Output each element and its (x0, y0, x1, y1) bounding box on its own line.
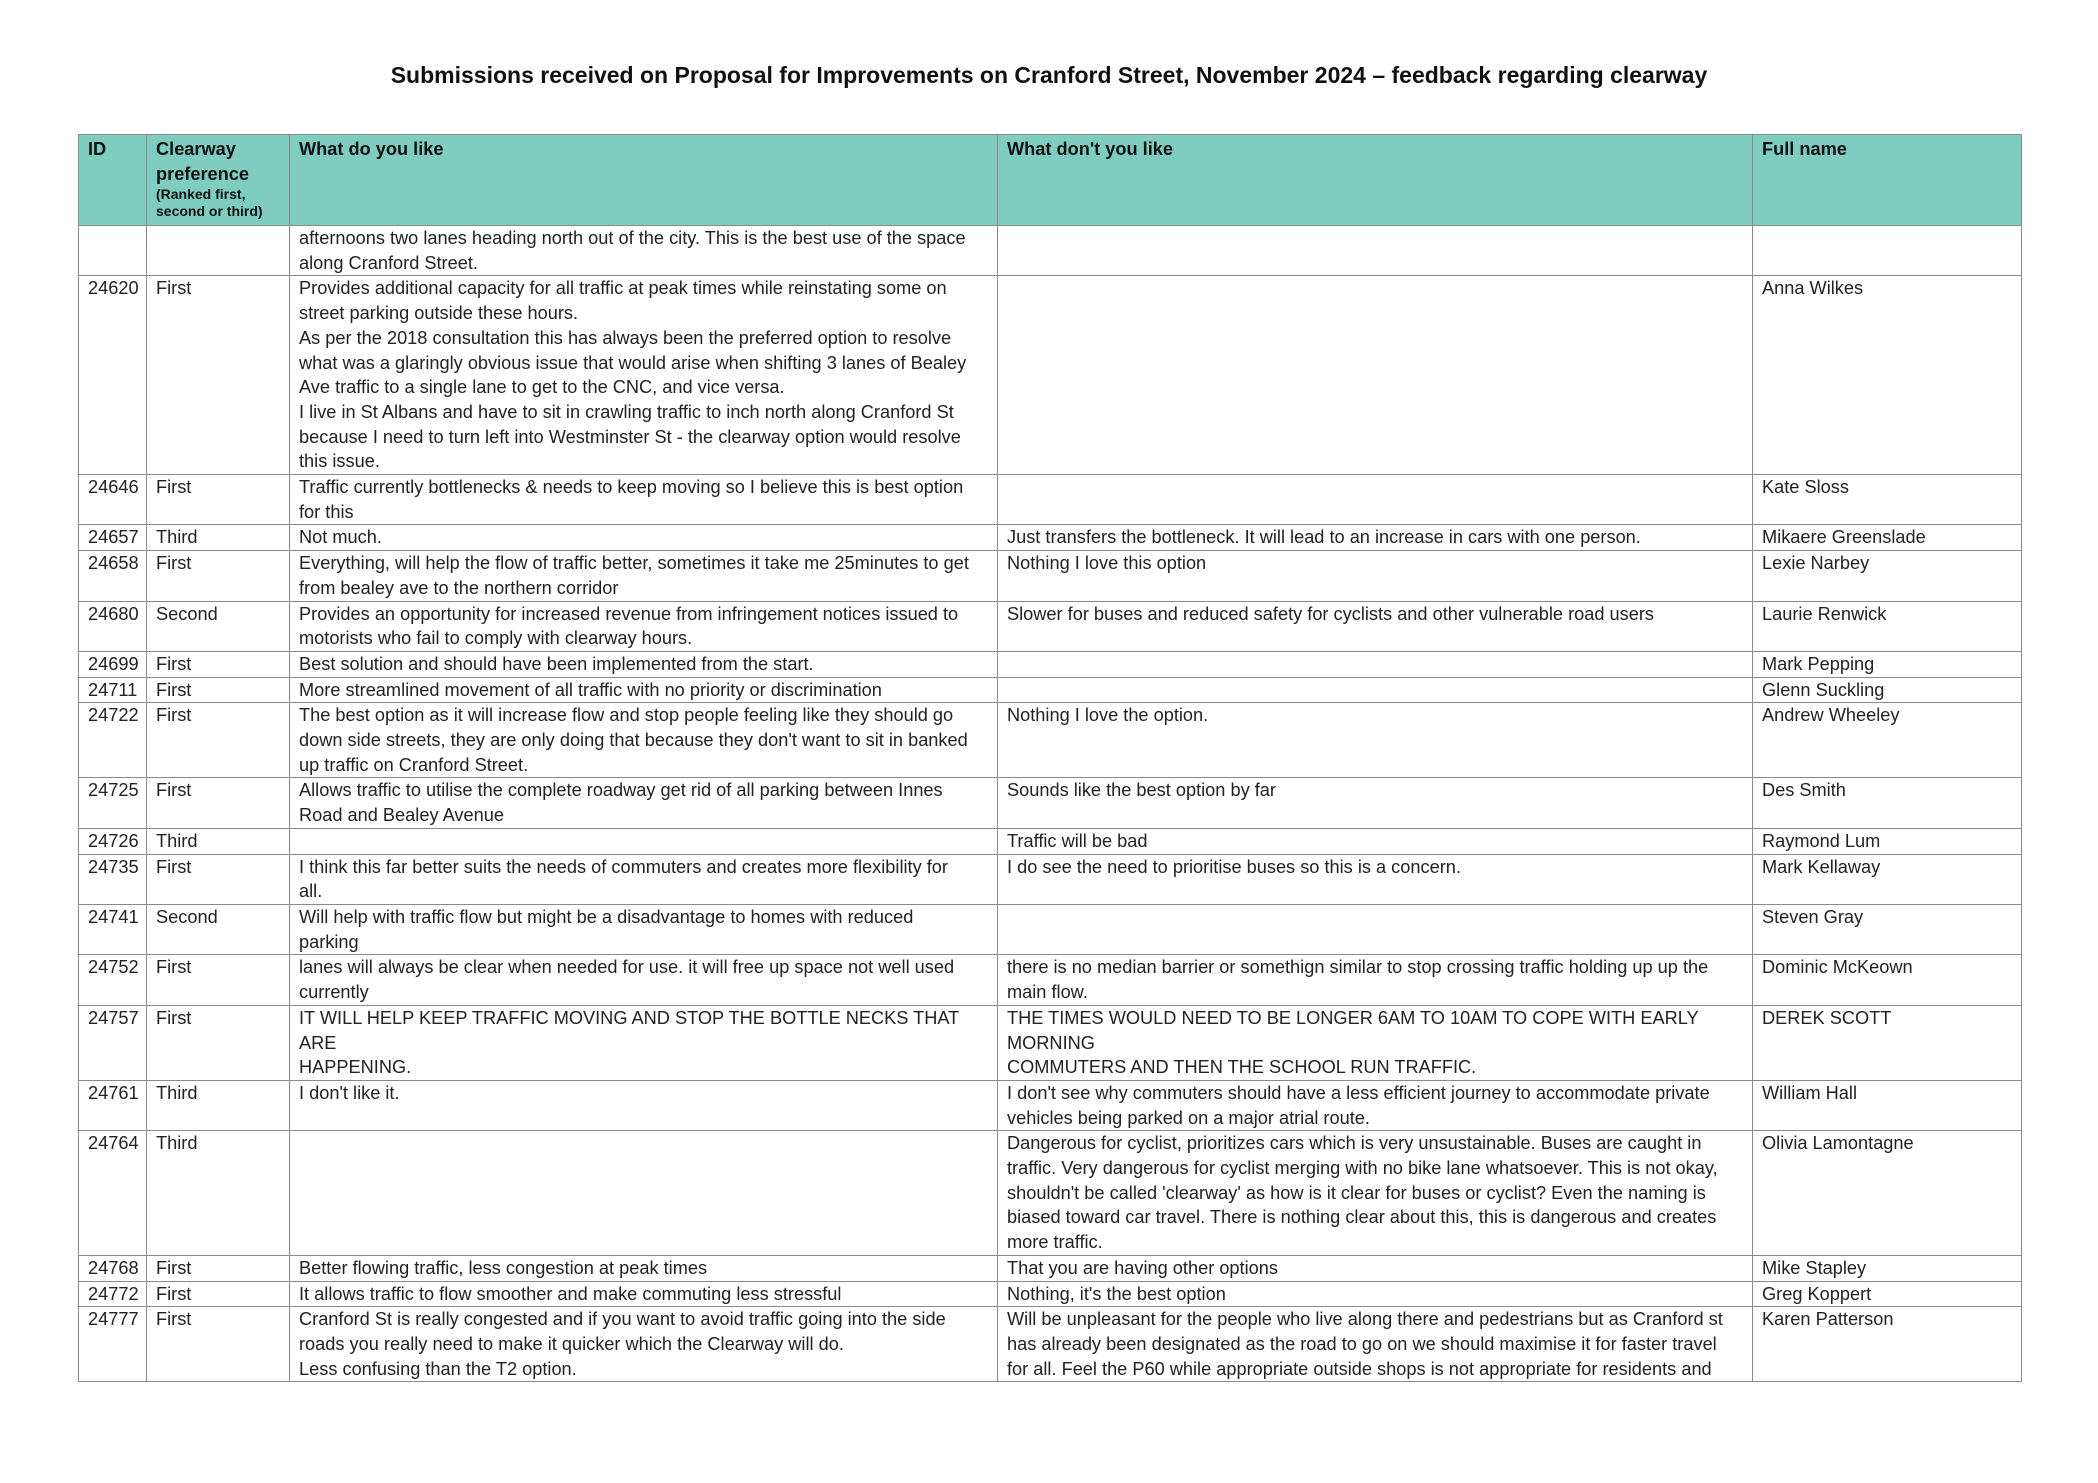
cell-full-name: Dominic McKeown (1753, 955, 2022, 1005)
cell-id: 24725 (79, 778, 147, 828)
cell-full-name: Karen Patterson (1753, 1307, 2022, 1382)
cell-full-name: Raymond Lum (1753, 828, 2022, 854)
cell-like: Better flowing traffic, less congestion at peak times (290, 1255, 998, 1281)
cell-full-name: DEREK SCOTT (1753, 1005, 2022, 1080)
cell-dislike: there is no median barrier or somethign similar to stop crossing traffic holding up up the main flow. (998, 955, 1753, 1005)
table-row (79, 1131, 2022, 1256)
cell-full-name (1753, 226, 2022, 276)
table-row (79, 778, 2022, 828)
table-row (79, 1307, 2022, 1382)
cell-clearway-preference: Second (147, 904, 290, 954)
cell-dislike: Sounds like the best option by far (998, 778, 1753, 828)
cell-clearway-preference: First (147, 551, 290, 601)
cell-like: Will help with traffic flow but might be a disadvantage to homes with reduced parking (290, 904, 998, 954)
cell-clearway-preference: First (147, 677, 290, 703)
cell-id: 24777 (79, 1307, 147, 1382)
header-full-name: Full name (1753, 135, 2022, 226)
table-row (79, 1255, 2022, 1281)
table-row (79, 828, 2022, 854)
cell-id: 24764 (79, 1131, 147, 1256)
cell-id: 24772 (79, 1281, 147, 1307)
cell-dislike: That you are having other options (998, 1255, 1753, 1281)
cell-like: More streamlined movement of all traffic with no priority or discrimination (290, 677, 998, 703)
cell-id: 24726 (79, 828, 147, 854)
header-clearway-note: (Ranked first, second or third) (156, 186, 263, 220)
cell-clearway-preference: First (147, 475, 290, 525)
cell-full-name: Kate Sloss (1753, 475, 2022, 525)
cell-full-name: Anna Wilkes (1753, 276, 2022, 475)
cell-id: 24722 (79, 703, 147, 778)
header-like: What do you like (290, 135, 998, 226)
table-row (79, 651, 2022, 677)
cell-id: 24699 (79, 651, 147, 677)
cell-dislike: Will be unpleasant for the people who live along there and pedestrians but as Cranford st has already been designated as the road to go on we should maximise it for faster travel for all. Feel the P60 while appropriate outside shops is not appropriate for residents and (998, 1307, 1753, 1382)
cell-id: 24735 (79, 854, 147, 904)
cell-dislike: I don't see why commuters should have a less efficient journey to accommodate private vehicles being parked on a major atrial route. (998, 1080, 1753, 1130)
cell-id: 24768 (79, 1255, 147, 1281)
table-row (79, 854, 2022, 904)
table-row (79, 1080, 2022, 1130)
cell-full-name: Andrew Wheeley (1753, 703, 2022, 778)
table-row (79, 1281, 2022, 1307)
header-id: ID (79, 135, 147, 226)
cell-clearway-preference: Third (147, 1080, 290, 1130)
cell-id: 24741 (79, 904, 147, 954)
page-title: Submissions received on Proposal for Improvements on Cranford Street, November 2024 – feedback regarding clearway (390, 62, 1708, 88)
cell-clearway-preference: First (147, 854, 290, 904)
cell-dislike: I do see the need to prioritise buses so this is a concern. (998, 854, 1753, 904)
cell-clearway-preference: Third (147, 525, 290, 551)
cell-full-name: Mikaere Greenslade (1753, 525, 2022, 551)
cell-full-name: Greg Koppert (1753, 1281, 2022, 1307)
cell-full-name: Des Smith (1753, 778, 2022, 828)
cell-like: Cranford St is really congested and if you want to avoid traffic going into the side roads you really need to make it quicker which the Clearway will do. Less confusing than the T2 option. (290, 1307, 998, 1382)
cell-id: 24752 (79, 955, 147, 1005)
table-row (79, 703, 2022, 778)
cell-id (79, 226, 147, 276)
cell-dislike: Slower for buses and reduced safety for cyclists and other vulnerable road users (998, 601, 1753, 651)
header-clearway-label: Clearway preference (156, 139, 250, 184)
cell-dislike: Nothing I love the option. (998, 703, 1753, 778)
cell-like: Everything, will help the flow of traffic better, sometimes it take me 25minutes to get from bealey ave to the northern corridor (290, 551, 998, 601)
table-row (79, 276, 2022, 475)
cell-id: 24680 (79, 601, 147, 651)
table-row (79, 475, 2022, 525)
cell-clearway-preference: Second (147, 601, 290, 651)
cell-dislike: Nothing I love this option (998, 551, 1753, 601)
cell-full-name: William Hall (1753, 1080, 2022, 1130)
cell-like (290, 1131, 998, 1256)
table-body (79, 226, 2022, 1382)
cell-like: I think this far better suits the needs of commuters and creates more flexibility for all. (290, 854, 998, 904)
table-row (79, 601, 2022, 651)
table-row (79, 1005, 2022, 1080)
cell-like: Allows traffic to utilise the complete roadway get rid of all parking between Innes Road and Bealey Avenue (290, 778, 998, 828)
header-row (79, 135, 2022, 226)
cell-clearway-preference: First (147, 651, 290, 677)
cell-clearway-preference: Third (147, 1131, 290, 1256)
table-row (79, 904, 2022, 954)
table-row (79, 677, 2022, 703)
cell-id: 24761 (79, 1080, 147, 1130)
cell-clearway-preference: First (147, 1005, 290, 1080)
cell-like: Not much. (290, 525, 998, 551)
cell-dislike: Just transfers the bottleneck. It will lead to an increase in cars with one person. (998, 525, 1753, 551)
cell-clearway-preference: Third (147, 828, 290, 854)
cell-like: It allows traffic to flow smoother and make commuting less stressful (290, 1281, 998, 1307)
cell-dislike (998, 475, 1753, 525)
cell-dislike (998, 276, 1753, 475)
cell-dislike (998, 651, 1753, 677)
table-row (79, 955, 2022, 1005)
cell-dislike: Nothing, it's the best option (998, 1281, 1753, 1307)
table-row (79, 525, 2022, 551)
cell-like: Traffic currently bottlenecks & needs to keep moving so I believe this is best option for this (290, 475, 998, 525)
table-row (79, 226, 2022, 276)
cell-dislike: Traffic will be bad (998, 828, 1753, 854)
cell-like: IT WILL HELP KEEP TRAFFIC MOVING AND STOP THE BOTTLE NECKS THAT ARE HAPPENING. (290, 1005, 998, 1080)
header-clearway-preference (147, 135, 290, 226)
cell-full-name: Steven Gray (1753, 904, 2022, 954)
cell-dislike: Dangerous for cyclist, prioritizes cars which is very unsustainable. Buses are caught in traffic. Very dangerous for cyclist merging with no bike lane whatsoever. This is not okay, shouldn't be called 'clearway' as how is it clear for buses or cyclist? Even the naming is biased toward car travel. There is nothing clear about this, this is dangerous and creates more traffic. (998, 1131, 1753, 1256)
cell-like: Provides an opportunity for increased revenue from infringement notices issued to motorists who fail to comply with clearway hours. (290, 601, 998, 651)
cell-like: lanes will always be clear when needed for use. it will free up space not well used currently (290, 955, 998, 1005)
cell-clearway-preference: First (147, 778, 290, 828)
cell-clearway-preference: First (147, 703, 290, 778)
cell-like (290, 828, 998, 854)
cell-clearway-preference (147, 226, 290, 276)
cell-clearway-preference: First (147, 276, 290, 475)
header-dislike: What don't you like (998, 135, 1753, 226)
cell-id: 24620 (79, 276, 147, 475)
cell-like: afternoons two lanes heading north out of the city. This is the best use of the space along Cranford Street. (290, 226, 998, 276)
cell-dislike (998, 904, 1753, 954)
cell-id: 24658 (79, 551, 147, 601)
cell-full-name: Olivia Lamontagne (1753, 1131, 2022, 1256)
submissions-table (78, 134, 2022, 1382)
cell-id: 24711 (79, 677, 147, 703)
cell-dislike (998, 677, 1753, 703)
cell-clearway-preference: First (147, 955, 290, 1005)
cell-like: Provides additional capacity for all traffic at peak times while reinstating some on street parking outside these hours. As per the 2018 consultation this has always been the preferred option to resolve what was a glaringly obvious issue that would arise when shifting 3 lanes of Bealey Ave traffic to a single lane to get to the CNC, and vice versa. I live in St Albans and have to sit in crawling traffic to inch north along Cranford St because I need to turn left into Westminster St - the clearway option would resolve this issue. (290, 276, 998, 475)
cell-dislike: THE TIMES WOULD NEED TO BE LONGER 6AM TO 10AM TO COPE WITH EARLY MORNING COMMUTERS AND THEN THE SCHOOL RUN TRAFFIC. (998, 1005, 1753, 1080)
cell-full-name: Mark Kellaway (1753, 854, 2022, 904)
cell-dislike (998, 226, 1753, 276)
cell-like: Best solution and should have been implemented from the start. (290, 651, 998, 677)
cell-full-name: Glenn Suckling (1753, 677, 2022, 703)
cell-full-name: Mike Stapley (1753, 1255, 2022, 1281)
cell-clearway-preference: First (147, 1307, 290, 1382)
table-row (79, 551, 2022, 601)
cell-id: 24657 (79, 525, 147, 551)
cell-clearway-preference: First (147, 1255, 290, 1281)
cell-like: I don't like it. (290, 1080, 998, 1130)
cell-full-name: Mark Pepping (1753, 651, 2022, 677)
cell-full-name: Laurie Renwick (1753, 601, 2022, 651)
cell-full-name: Lexie Narbey (1753, 551, 2022, 601)
cell-like: The best option as it will increase flow and stop people feeling like they should go down side streets, they are only doing that because they don't want to sit in banked up traffic on Cranford Street. (290, 703, 998, 778)
cell-id: 24757 (79, 1005, 147, 1080)
cell-id: 24646 (79, 475, 147, 525)
cell-clearway-preference: First (147, 1281, 290, 1307)
